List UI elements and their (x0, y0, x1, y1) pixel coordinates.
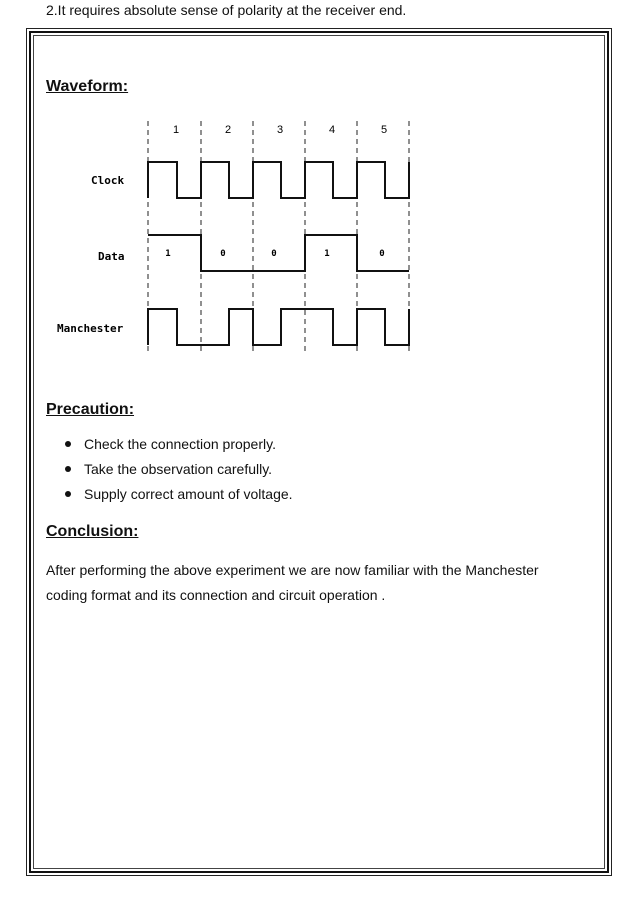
data-bit: 1 (324, 249, 330, 259)
waveform-diagram (50, 115, 420, 360)
column-labels (173, 124, 387, 136)
conclusion-paragraph (46, 558, 612, 608)
data-bit: 1 (165, 249, 171, 259)
data-bit: 0 (271, 249, 277, 259)
data-bit: 0 (379, 249, 385, 259)
column-label: 1 (172, 124, 180, 136)
list-item: Supply correct amount of voltage. (64, 485, 293, 510)
conclusion-line: coding format and its connection and circuit operation . (46, 587, 386, 603)
conclusion-line: After performing the above experiment we are now familiar with the Manchester (46, 562, 539, 578)
manchester-waveform (148, 309, 409, 345)
clock-waveform (148, 162, 409, 198)
precaution-list (64, 435, 293, 510)
column-label: 2 (224, 124, 232, 136)
conclusion-heading: Conclusion: (46, 523, 139, 540)
waveform-heading: Waveform: (46, 78, 129, 95)
precaution-heading: Precaution: (46, 401, 135, 418)
data-label: Data (98, 250, 125, 263)
column-label: 3 (276, 124, 284, 136)
list-item: Check the connection properly. (64, 435, 293, 460)
list-item: Take the observation carefully. (64, 460, 293, 485)
manchester-label: Manchester (57, 322, 124, 335)
data-waveform (148, 235, 409, 271)
column-label: 5 (380, 124, 388, 136)
column-label: 4 (328, 124, 336, 136)
clock-label: Clock (91, 174, 125, 187)
data-bits (165, 249, 384, 259)
top-line-text: 2.It requires absolute sense of polarity at the receiver end. (46, 2, 407, 18)
column-dividers (148, 121, 409, 355)
data-bit: 0 (220, 249, 226, 259)
